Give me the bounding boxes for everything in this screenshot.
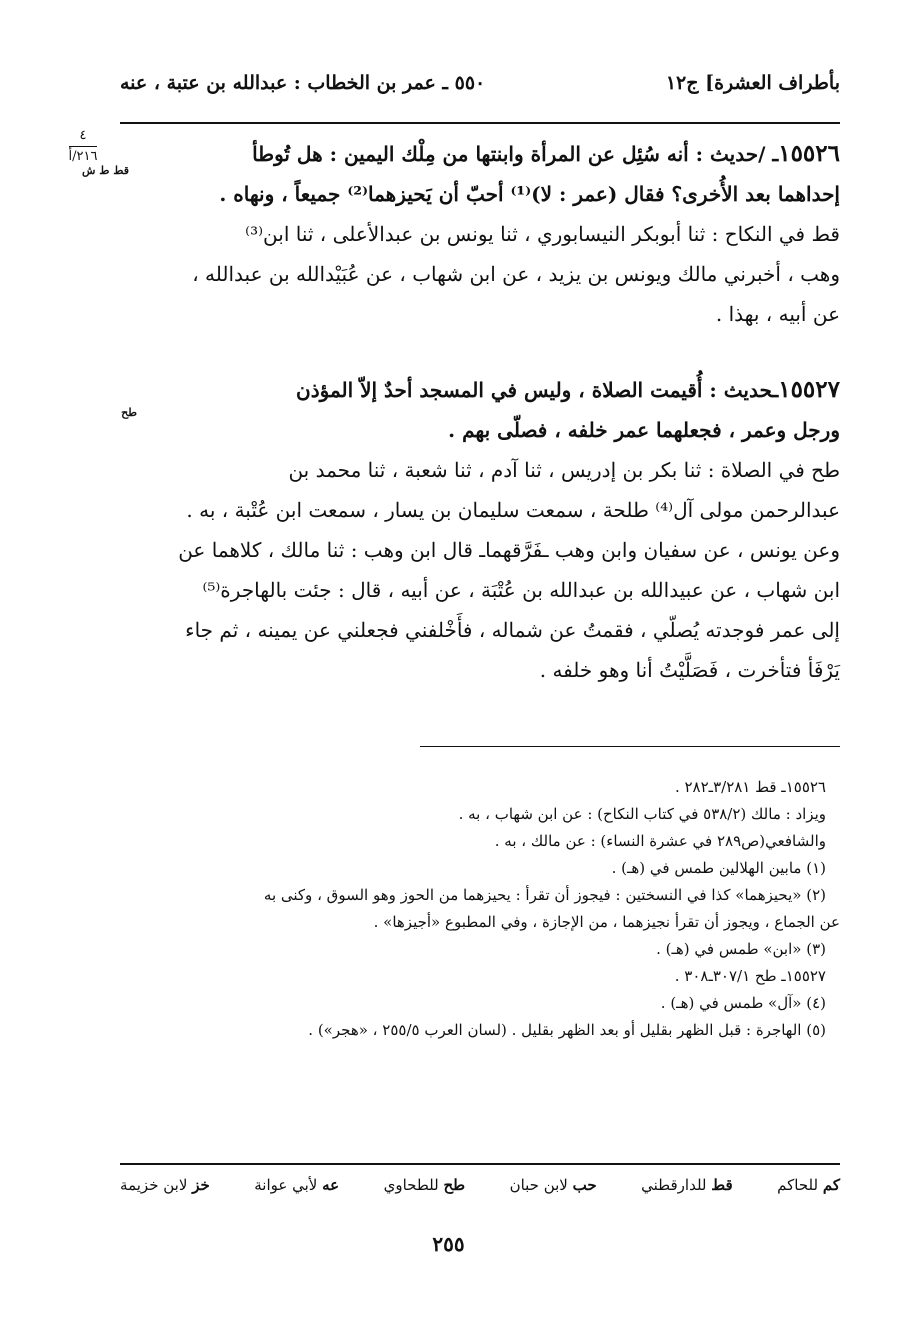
legend-name: لابن خزيمة xyxy=(120,1176,188,1194)
footnote-line: (٤) «آل» طمس في (هـ) . xyxy=(660,994,826,1012)
hadith-text: ـ /حديث : أنه سُئِل عن المرأة وابنتها من مِلْك اليمين : هل تُوطأ xyxy=(252,142,779,166)
legend-abbr: طح xyxy=(443,1176,466,1194)
footnotes xyxy=(122,774,840,1044)
legend-name: للدارقطني xyxy=(641,1176,707,1194)
legend-name: للحاكم xyxy=(777,1176,819,1194)
footnote-line: عن الجماع ، ويجوز أن تقرأ نجيزهما ، من الإجازة ، وفي المطبوع «أجيزها» . xyxy=(373,913,840,931)
footnote-line: (٢) «يحيزهما» كذا في النسختين : فيجوز أن تقرأ : يحيزهما من الحوز وهو السوق ، وكنى به xyxy=(263,886,826,904)
legend-abbr: كم xyxy=(822,1176,840,1194)
isnad-line: وهب ، أخبرني مالك ويونس بن يزيد ، عن ابن شهاب ، عن عُبَيْدالله بن عبدالله ، xyxy=(192,262,840,286)
legend-name: لابن حبان xyxy=(509,1176,568,1194)
hadith-entry-2 xyxy=(122,370,840,690)
hadith-text: ـحديث : أُقيمت الصلاة ، وليس في المسجد أحدٌ إلاّ المؤذن xyxy=(296,378,779,402)
page-number: ٢٥٥ xyxy=(432,1232,465,1256)
hadith-text-line xyxy=(122,370,840,410)
footnote-line: ١٥٥٢٧ـ طح ٣٠٧/١ـ٣٠٨ . xyxy=(674,967,826,985)
running-header xyxy=(120,72,840,106)
legend-item xyxy=(777,1176,840,1194)
legend-item xyxy=(120,1176,210,1194)
abbreviation-legend xyxy=(120,1176,840,1194)
hadith-text-line xyxy=(122,134,840,174)
hadith-text-line: ورجل وعمر ، فجعلهما عمر خلفه ، فصلّى بهم . xyxy=(448,418,840,442)
isnad-text: قط في النكاح : ثنا أبوبكر النيسابوري ، ثنا يونس بن عبدالأعلى ، ثنا ابن⁽³⁾ xyxy=(245,222,840,246)
footnote-line: (١) مابين الهلالين طمس في (هـ) . xyxy=(611,859,826,877)
legend-item xyxy=(510,1176,597,1194)
isnad-line: يَرْفَأ فتأخرت ، فَصَلَّيْتُ أنا وهو خلفه . xyxy=(539,658,840,682)
legend-name: للطحاوي xyxy=(383,1176,439,1194)
legend-name: لأبي عوانة xyxy=(254,1176,318,1194)
legend-abbr: عه xyxy=(322,1176,340,1194)
legend-item xyxy=(254,1176,339,1194)
margin-note-bottom: ٢١٦/أ xyxy=(69,146,98,165)
legend-abbr: خز xyxy=(192,1176,210,1194)
footnote-line: ١٥٥٢٦ـ قط ٣/٢٨١ـ٢٨٢ . xyxy=(674,778,826,796)
margin-note-top: ٤ xyxy=(79,128,87,143)
footnote-line: والشافعي(ص٢٨٩ في عشرة النساء) : عن مالك ، به . xyxy=(494,832,826,850)
hadith-text-line: إحداهما بعد الأُخرى؟ فقال (عمر : لا)⁽¹⁾ أحبّ أن يَحيزهما⁽²⁾ جميعاً ، ونهاه . xyxy=(219,182,840,206)
manuscript-margin-note xyxy=(52,128,114,165)
isnad-line: إلى عمر فوجدته يُصلّي ، فقمتُ عن شماله ، فأَخْلفني فجعلني عن يمينه ، ثم جاء xyxy=(185,618,840,642)
hadith-number: ١٥٥٢٧ xyxy=(778,376,840,403)
header-rule xyxy=(120,122,840,124)
header-book-title: بأطراف العشرة] ج١٢ xyxy=(665,72,840,94)
footnote-rule xyxy=(420,746,840,747)
isnad-line: طح في الصلاة : ثنا بكر بن إدريس ، ثنا آدم ، ثنا شعبة ، ثنا محمد بن xyxy=(288,458,840,482)
legend-item xyxy=(384,1176,465,1194)
hadith-sigla: قط ط ش xyxy=(82,164,129,177)
hadith-sigla: طح xyxy=(121,406,137,419)
hadith-number: ١٥٥٢٦ xyxy=(778,140,840,167)
legend-abbr: قط xyxy=(711,1176,733,1194)
isnad-line xyxy=(122,214,840,254)
legend-abbr: حب xyxy=(572,1176,597,1194)
footnote-line: ويزاد : مالك (٥٣٨/٢ في كتاب النكاح) : عن ابن شهاب ، به . xyxy=(458,805,826,823)
isnad-line: عبدالرحمن مولى آل⁽⁴⁾ طلحة ، سمعت سليمان بن يسار ، سمعت ابن عُتْبة ، به . xyxy=(186,498,840,522)
isnad-line: ابن شهاب ، عن عبيدالله بن عبدالله بن عُتْبَة ، عن أبيه ، قال : جئت بالهاجرة⁽⁵⁾ xyxy=(202,578,840,602)
footnote-line: (٣) «ابن» طمس في (هـ) . xyxy=(656,940,826,958)
legend-item xyxy=(641,1176,733,1194)
isnad-line: عن أبيه ، بهذا . xyxy=(715,302,840,326)
header-section-title: ٥٥٠ ـ عمر بن الخطاب : عبدالله بن عتبة ، عنه xyxy=(120,72,486,94)
legend-rule xyxy=(120,1163,840,1165)
isnad-line: وعن يونس ، عن سفيان وابن وهب ـفَرَّقهماـ قال ابن وهب : ثنا مالك ، كلاهما عن xyxy=(178,538,840,562)
hadith-entry-1 xyxy=(122,134,840,334)
footnote-line: (٥) الهاجرة : قبل الظهر بقليل أو بعد الظهر بقليل . (لسان العرب ٢٥٥/٥ ، «هجر») . xyxy=(308,1021,826,1039)
